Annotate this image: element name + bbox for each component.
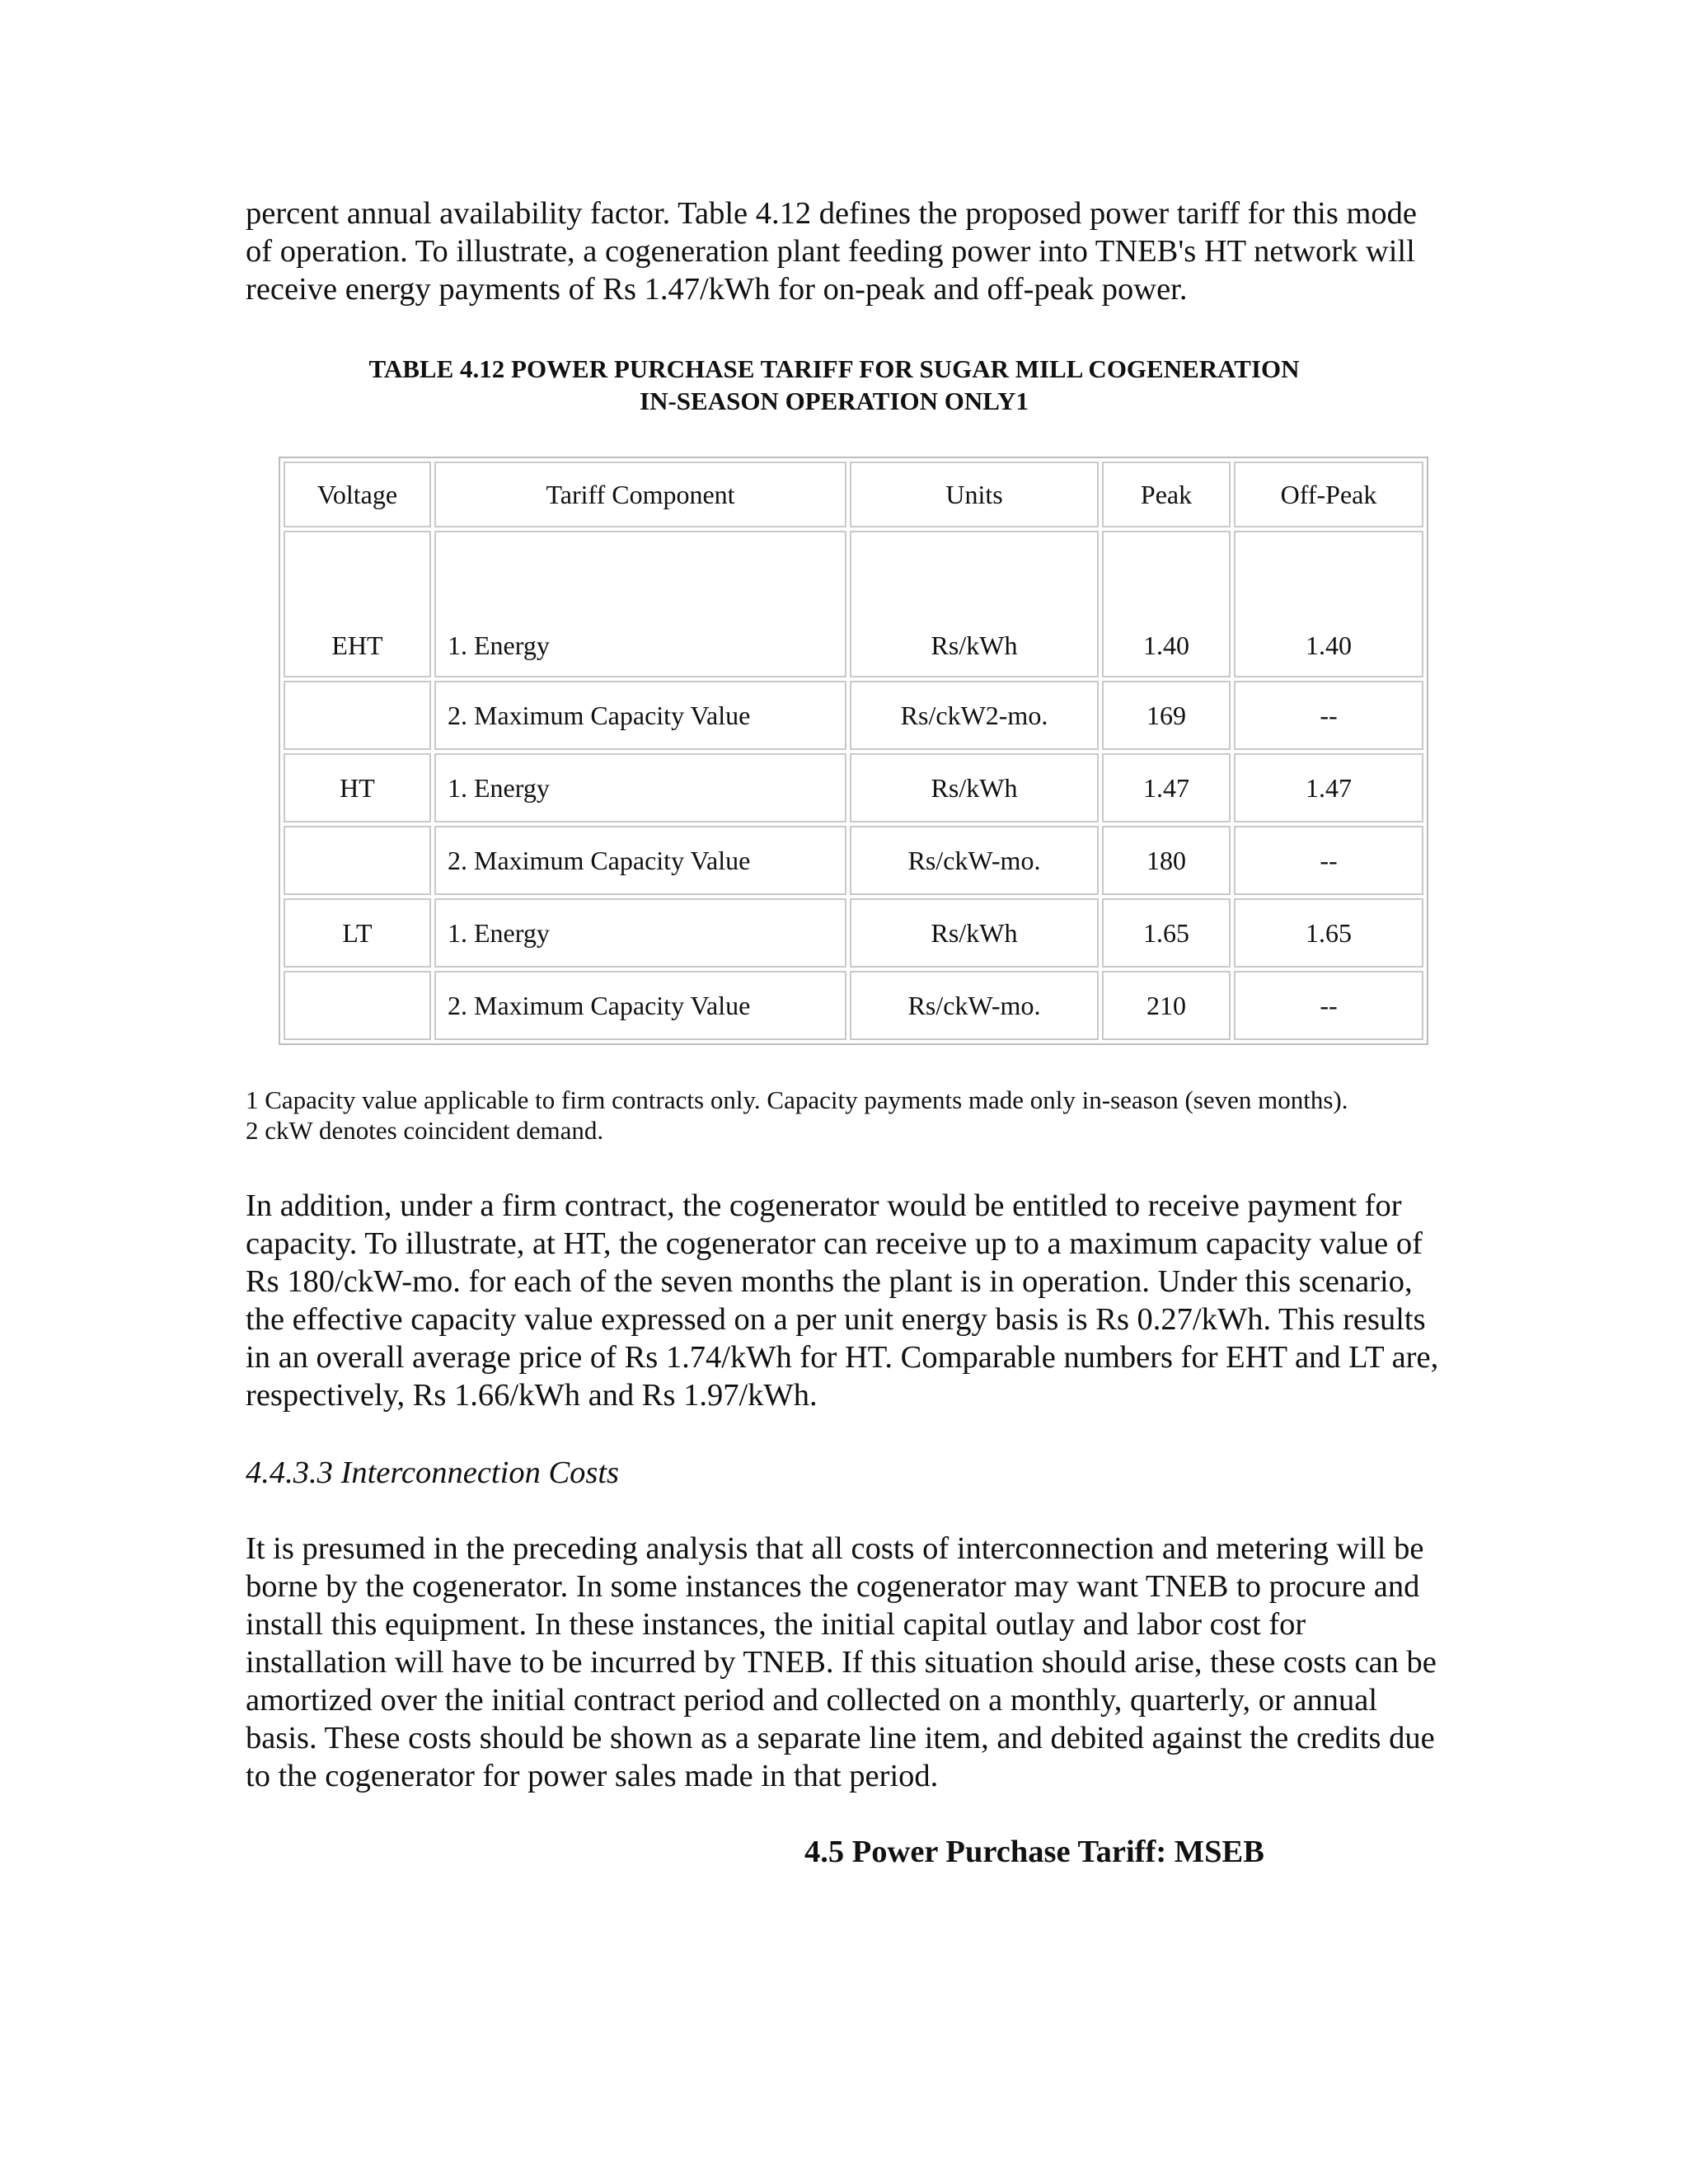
table-title-line-1: TABLE 4.12 POWER PURCHASE TARIFF FOR SUGAR MILL COGENERATION	[368, 354, 1300, 383]
table-row	[284, 898, 1423, 968]
table-header-row	[284, 462, 1423, 527]
document-page	[246, 194, 1449, 1871]
cell-voltage: LT	[284, 898, 431, 968]
cell-component: 2. Maximum Capacity Value	[434, 971, 846, 1040]
cell-component: 1. Energy	[434, 531, 846, 677]
header-peak: Peak	[1102, 462, 1231, 527]
header-tariff-component: Tariff Component	[434, 462, 846, 527]
cell-peak: 1.65	[1102, 898, 1231, 968]
cell-voltage	[284, 826, 431, 895]
cell-peak: 1.40	[1102, 531, 1231, 677]
cell-peak: 210	[1102, 971, 1231, 1040]
cell-units: Rs/ckW-mo.	[850, 971, 1099, 1040]
table-row	[284, 971, 1423, 1040]
cell-component: 1. Energy	[434, 753, 846, 823]
cell-voltage	[284, 681, 431, 750]
cell-off-peak: --	[1234, 681, 1423, 750]
cell-units: Rs/kWh	[850, 531, 1099, 677]
table-row	[284, 681, 1423, 750]
firm-contract-paragraph: In addition, under a firm contract, the cogenerator would be entitled to receive payment for capacity. To illustrate, at HT, the cogenerator can receive up to a maximum capacity value of Rs 180/ckW-mo. for each of the seven months the plant is in operation. Under this scenario, the effective capacity value expressed on a per unit energy basis is Rs 0.27/kWh. This results in an overall average price of Rs 1.74/kWh for HT. Comparable numbers for EHT and LT are, respectively, Rs 1.66/kWh and Rs 1.97/kWh.	[246, 1188, 1439, 1413]
table-row	[284, 753, 1423, 823]
table-row	[284, 531, 1423, 677]
cell-off-peak: --	[1234, 826, 1423, 895]
cell-units: Rs/ckW2-mo.	[850, 681, 1099, 750]
header-voltage: Voltage	[284, 462, 431, 527]
cell-voltage: EHT	[284, 531, 431, 677]
cell-voltage	[284, 971, 431, 1040]
cell-units: Rs/ckW-mo.	[850, 826, 1099, 895]
header-off-peak: Off-Peak	[1234, 462, 1423, 527]
cell-component: 2. Maximum Capacity Value	[434, 681, 846, 750]
cell-peak: 180	[1102, 826, 1231, 895]
cell-off-peak: 1.40	[1234, 531, 1423, 677]
cell-off-peak: --	[1234, 971, 1423, 1040]
subsection-heading: 4.4.3.3 Interconnection Costs	[246, 1455, 620, 1490]
table-footnotes	[246, 1085, 1416, 1146]
cell-off-peak: 1.47	[1234, 753, 1423, 823]
intro-paragraph: percent annual availability factor. Table 4.12 defines the proposed power tariff for this mode of operation. To illustrate, a cogeneration plant feeding power into TNEB's HT network will receive energy payments of Rs 1.47/kWh for on-peak and off-peak power.	[246, 196, 1417, 307]
cell-units: Rs/kWh	[850, 753, 1099, 823]
cell-peak: 1.47	[1102, 753, 1231, 823]
cell-component: 2. Maximum Capacity Value	[434, 826, 846, 895]
section-heading: 4.5 Power Purchase Tariff: MSEB	[804, 1835, 1264, 1869]
header-units: Units	[850, 462, 1099, 527]
cell-units: Rs/kWh	[850, 898, 1099, 968]
cell-voltage: HT	[284, 753, 431, 823]
tariff-table	[279, 457, 1428, 1045]
table-title-line-2: IN-SEASON OPERATION ONLY1	[640, 387, 1029, 415]
footnote-1: 1 Capacity value applicable to firm contracts only. Capacity payments made only in-season (seven months).	[246, 1085, 1348, 1114]
cell-peak: 169	[1102, 681, 1231, 750]
cell-component: 1. Energy	[434, 898, 846, 968]
table-title	[246, 353, 1423, 417]
footnote-2: 2 ckW denotes coincident demand.	[246, 1116, 604, 1145]
interconnection-paragraph: It is presumed in the preceding analysis that all costs of interconnection and metering will be borne by the cogenerator. In some instances the cogenerator may want TNEB to procure and install this equipment. In these instances, the initial capital outlay and labor cost for installation will have to be incurred by TNEB. If this situation should arise, these costs can be amortized over the initial contract period and collected on a monthly, quarterly, or annual basis. These costs should be shown as a separate line item, and debited against the credits due to the cogenerator for power sales made in that period.	[246, 1531, 1437, 1793]
table-row	[284, 826, 1423, 895]
cell-off-peak: 1.65	[1234, 898, 1423, 968]
